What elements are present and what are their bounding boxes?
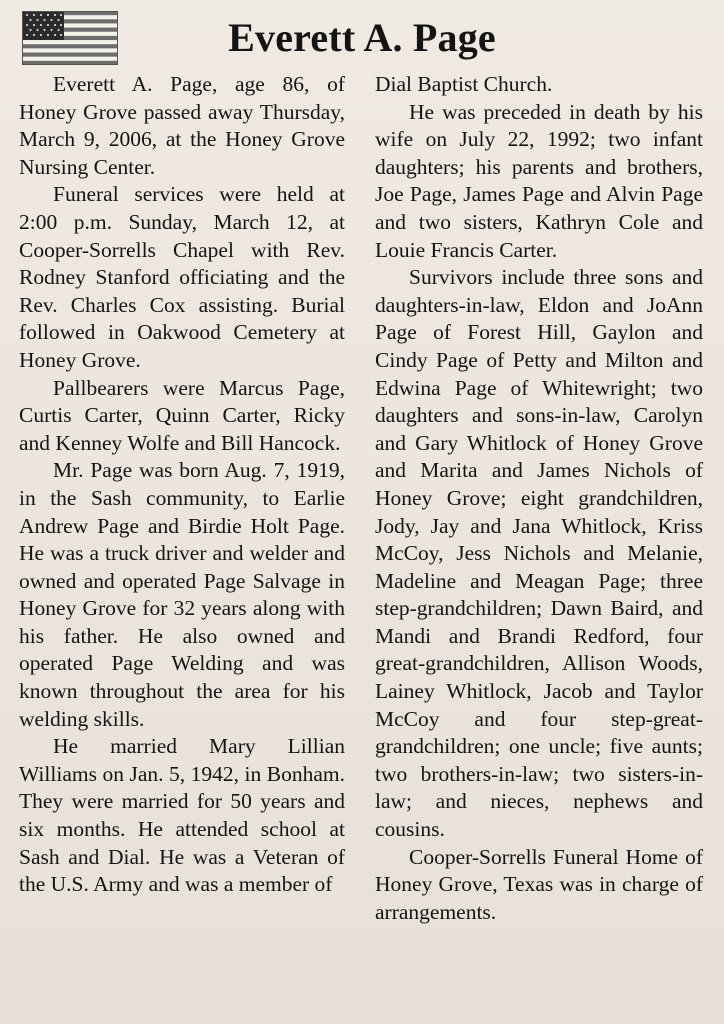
obituary-paragraph: Dial Baptist Church.: [375, 72, 553, 96]
obituary-paragraph: He married Mary Lillian Williams on Jan. 5, 1942, in Bonham. They were married for 50 years and six months. He attended school at Sash and Dial. He was a Veteran of the U.S. Army and was a member of: [19, 734, 345, 897]
obituary-paragraph: Mr. Page was born Aug. 7, 1919, in the Sash community, to Earlie Andrew Page and Birdie Holt Page. He was a truck driver and welder and owned and operated Page Salvage in Honey Grove for 32 years along with his father. He also owned and operated Page Welding and was known throughout the area for his welding skills.: [19, 458, 345, 731]
right-column: [375, 71, 703, 926]
obituary-paragraph: Funeral services were held at 2:00 p.m. Sunday, March 12, at Cooper-Sorrells Chapel with Rev. Rodney Stanford officiating and the Rev. Charles Cox assisting. Burial followed in Oakwood Cemetery at Honey Grove.: [19, 182, 345, 372]
obituary-paragraph: He was preceded in death by his wife on July 22, 1992; two infant daughters; his parents and brothers, Joe Page, James Page and Alvin Page and two sisters, Kathryn Cole and Louie Francis Carter.: [375, 99, 703, 262]
left-column: [19, 71, 345, 899]
obituary-title: Everett A. Page: [228, 15, 496, 60]
obituary-paragraph: Pallbearers were Marcus Page, Curtis Carter, Quinn Carter, Ricky and Kenney Wolfe and Bill Hancock.: [19, 375, 345, 455]
obituary-paragraph: Everett A. Page, age 86, of Honey Grove passed away Thursday, March 9, 2006, at the Honey Grove Nursing Center.: [19, 72, 345, 179]
obituary-paragraph: Cooper-Sorrells Funeral Home of Honey Grove, Texas was in charge of arrangements.: [375, 844, 703, 924]
obituary-paragraph: Survivors include three sons and daughters-in-law, Eldon and JoAnn Page of Forest Hill, Gaylon and Cindy Page of Petty and Milton and Edwina Page of Whitewright; two daughters and sons-in-law, Carolyn and Gary Whitlock of Honey Grove and Marita and James Nichols of Honey Grove; eight grandchildren, Jody, Jay and Jana Whitlock, Kriss McCoy, Jess Nichols and Melanie, Madeline and Meagan Page; three step-grandchildren; Dawn Baird, and Mandi and Brandi Redford, four great-grandchildren, Allison Woods, Lainey Whitlock, Jacob and Taylor McCoy and four step-great-grandchildren; one uncle; five aunts; two brothers-in-law; two sisters-in-law; and nieces, nephews and cousins.: [375, 265, 703, 842]
